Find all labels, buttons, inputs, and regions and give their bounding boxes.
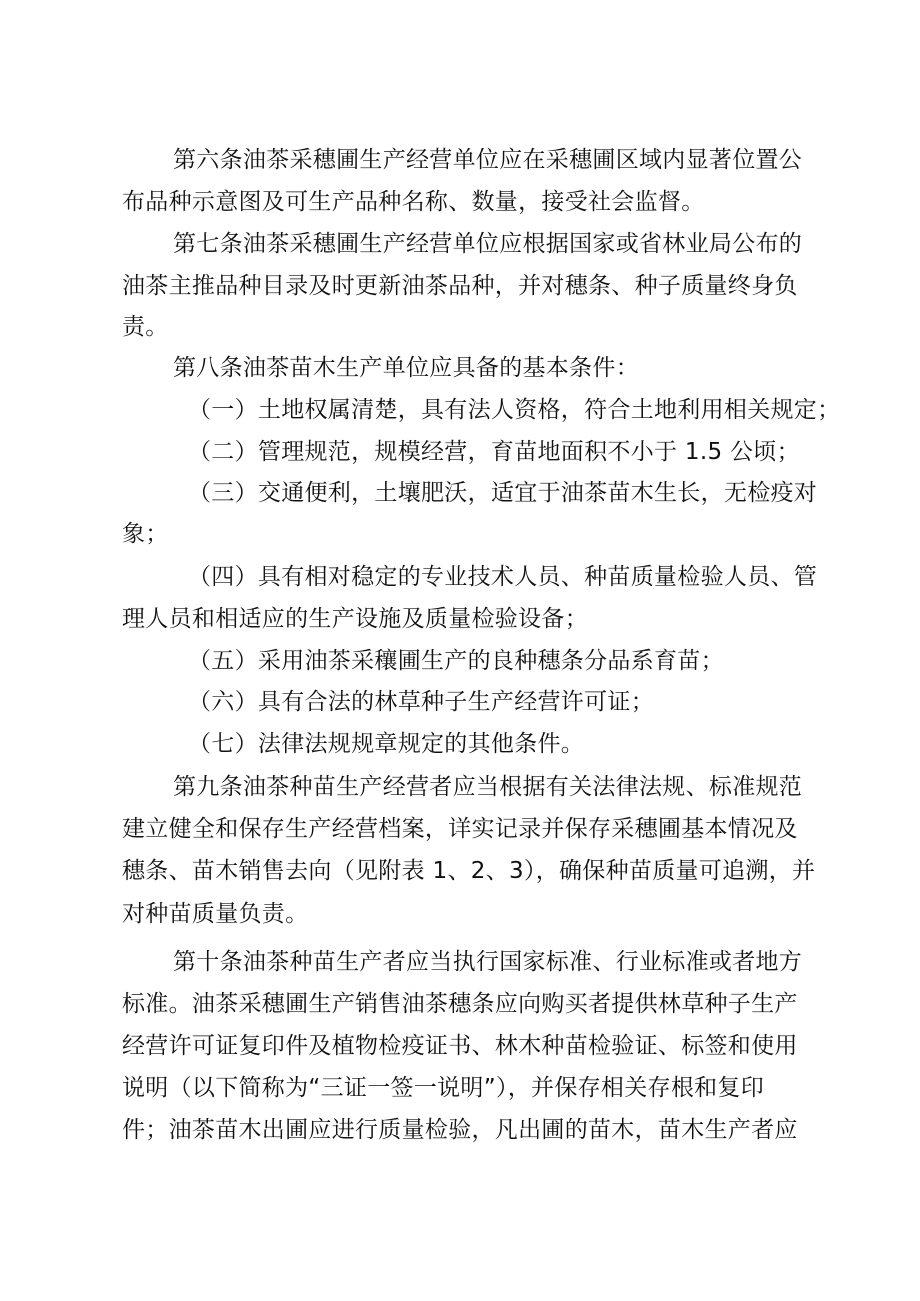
paragraph-line: 经营许可证复印件及植物检疫证书、林木种苗检验证、标签和使用	[122, 1033, 798, 1059]
paragraph-line: 第九条油茶种苗生产经营者应当根据有关法律法规、标准规范	[173, 774, 803, 800]
paragraph-line: 第六条油茶采穗圃生产经营单位应在采穗圃区域内显著位置公	[173, 147, 803, 173]
list-item-line: （四）具有相对稳定的专业技术人员、种苗质量检验人员、管	[188, 564, 818, 590]
list-item-line: （六）具有合法的林草种子生产经营许可证；	[188, 689, 654, 715]
paragraph-line: 穗条、苗木销售去向（见附表 1、2、3），确保种苗质量可追溯，并	[122, 858, 816, 884]
list-item-line: 理人员和相适应的生产设施及质量检验设备；	[122, 606, 588, 632]
paragraph-line: 第十条油茶种苗生产者应当执行国家标准、行业标准或者地方	[173, 949, 803, 975]
list-item-line: 象；	[122, 521, 169, 547]
paragraph-line: 说明（以下简称为“三证一签一说明”），并保存相关存根和复印	[122, 1075, 765, 1101]
paragraph-line: 责。	[122, 314, 169, 340]
list-item-line: （七）法律法规规章规定的其他条件。	[188, 731, 585, 757]
paragraph-line: 对种苗质量负责。	[122, 901, 309, 927]
list-item-line: （二）管理规范，规模经营，育苗地面积不小于 1.5 公顷；	[188, 439, 800, 465]
paragraph-line: 第八条油茶苗木生产单位应具备的基本条件：	[173, 355, 639, 381]
paragraph-line: 标准。油茶采穗圃生产销售油茶穗条应向购买者提供林草种子生产	[122, 991, 798, 1017]
paragraph-line: 建立健全和保存生产经营档案，详实记录并保存采穗圃基本情况及	[122, 816, 798, 842]
list-item-line: （一）土地权属清楚，具有法人资格，符合土地利用相关规定；	[188, 397, 841, 423]
paragraph-line: 布品种示意图及可生产品种名称、数量，接受社会监督。	[122, 189, 705, 215]
list-item-line: （三）交通便利，土壤肥沃，适宜于油茶苗木生长，无检疫对	[188, 480, 818, 506]
paragraph-line: 油茶主推品种目录及时更新油茶品种，并对穗条、种子质量终身负	[122, 273, 798, 299]
list-item-line: （五）采用油茶采穰圃生产的良种穗条分品系育苗；	[188, 648, 724, 674]
paragraph-line: 第七条油茶采穗圃生产经营单位应根据国家或省林业局公布的	[173, 231, 803, 257]
paragraph-line: 件；油茶苗木出圃应进行质量检验，凡出圃的苗木，苗木生产者应	[122, 1117, 798, 1143]
